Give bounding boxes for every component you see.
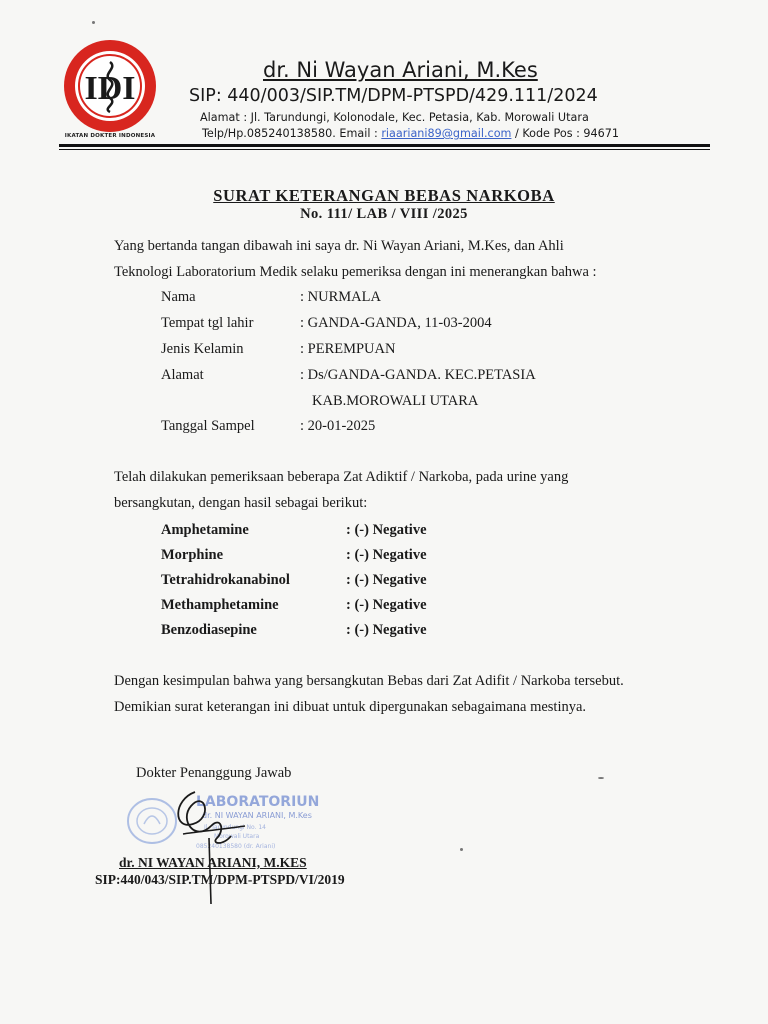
- name-label: Nama: [161, 289, 196, 305]
- test-result-thc: : (-) Negative: [346, 572, 427, 588]
- exam-line-2: bersangkutan, dengan hasil sebagai berikut:: [114, 495, 368, 511]
- gender-value: : PEREMPUAN: [300, 341, 396, 357]
- test-name-benzodiazepine: Benzodiasepine: [161, 622, 257, 638]
- conclusion-line-1: Dengan kesimpulan bahwa yang bersangkutan Bebas dari Zat Adifit / Narkoba tersebut.: [114, 673, 624, 689]
- contact-postcode: / Kode Pos : 94671: [511, 127, 619, 140]
- test-name-morphine: Morphine: [161, 547, 224, 563]
- handwritten-signature: [165, 780, 255, 910]
- birth-label: Tempat tgl lahir: [161, 315, 254, 331]
- scan-speck: [598, 777, 604, 779]
- idi-logo: [62, 38, 158, 134]
- document-number: No. 111/ LAB / VIII /2025: [300, 206, 468, 222]
- stamp-line-3: Jl. Tarundungi No. 14: [204, 824, 266, 831]
- scan-speck: [92, 21, 95, 24]
- address-value-2: KAB.MOROWALI UTARA: [312, 393, 479, 409]
- stamp-line-5: 085240138580 (dr. Ariani): [196, 843, 276, 850]
- test-result-morphine: : (-) Negative: [346, 547, 427, 563]
- name-value: : NURMALA: [300, 289, 381, 305]
- scan-speck: [460, 848, 463, 851]
- birth-value: : GANDA-GANDA, 11-03-2004: [300, 315, 492, 331]
- signer-name: dr. NI WAYAN ARIANI, M.KES: [119, 855, 307, 870]
- logo-caption: IKATAN DOKTER INDONESIA: [64, 133, 156, 139]
- sample-date-label: Tanggal Sampel: [161, 418, 255, 434]
- signer-sip: SIP:440/043/SIP.TM/DPM-PTSPD/VI/2019: [95, 872, 345, 887]
- intro-line-1: Yang bertanda tangan dibawah ini saya dr. Ni Wayan Ariani, M.Kes, dan Ahli: [114, 238, 564, 254]
- contact-phone: Telp/Hp.085240138580. Email :: [202, 127, 382, 140]
- letterhead-address: Alamat : Jl. Tarundungi, Kolonodale, Kec. Petasia, Kab. Morowali Utara: [200, 111, 589, 124]
- exam-line-1: Telah dilakukan pemeriksaan beberapa Zat Adiktif / Narkoba, pada urine yang: [114, 469, 569, 485]
- letterhead-doctor-name: dr. Ni Wayan Ariani, M.Kes: [263, 58, 538, 82]
- stamp-title: LABORATORIUN: [196, 794, 320, 810]
- signature-title: Dokter Penanggung Jawab: [136, 765, 292, 781]
- address-value-1: : Ds/GANDA-GANDA. KEC.PETASIA: [300, 367, 536, 383]
- logo-text: IDI: [84, 70, 136, 107]
- gender-label: Jenis Kelamin: [161, 341, 244, 357]
- email-link[interactable]: riaariani89@gmail.com: [381, 127, 512, 140]
- letterhead-sip: SIP: 440/003/SIP.TM/DPM-PTSPD/429.111/2024: [189, 86, 598, 106]
- test-name-thc: Tetrahidrokanabinol: [161, 572, 290, 588]
- letterhead-contact: [202, 127, 619, 140]
- stamp-line-4: Morowali Utara: [214, 833, 260, 840]
- test-result-methamphetamine: : (-) Negative: [346, 597, 427, 613]
- letterhead-divider-thick: [59, 144, 710, 147]
- stamp-name: dr. NI WAYAN ARIANI, M.Kes: [202, 811, 312, 820]
- test-result-amphetamine: : (-) Negative: [346, 522, 427, 538]
- address-label: Alamat: [161, 367, 204, 383]
- sample-date-value: : 20-01-2025: [300, 418, 376, 434]
- test-result-benzodiazepine: : (-) Negative: [346, 622, 427, 638]
- document-title: SURAT KETERANGAN BEBAS NARKOBA: [213, 186, 555, 205]
- intro-line-2: Teknologi Laboratorium Medik selaku pemeriksa dengan ini menerangkan bahwa :: [114, 264, 597, 280]
- test-name-methamphetamine: Methamphetamine: [161, 597, 279, 613]
- letterhead-divider-thin: [59, 149, 710, 150]
- test-name-amphetamine: Amphetamine: [161, 522, 249, 538]
- conclusion-line-2: Demikian surat keterangan ini dibuat untuk dipergunakan sebagaimana mestinya.: [114, 699, 587, 715]
